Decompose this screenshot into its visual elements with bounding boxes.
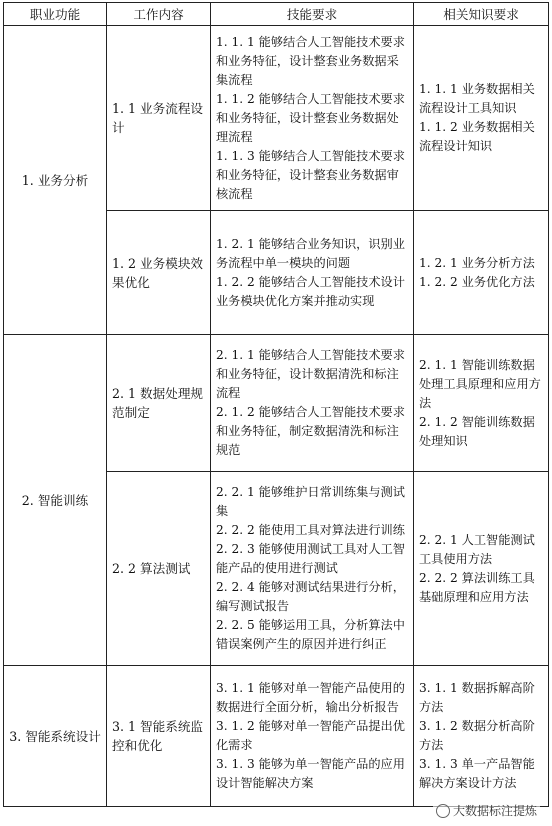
skill-item: 2. 2. 4 能够对测试结果进行分析，编写测试报告 xyxy=(216,580,405,613)
skill-cell xyxy=(211,472,414,666)
skill-item: 1. 2. 2 能够结合人工智能技术设计业务模块优化方案并推动实现 xyxy=(216,274,405,308)
work-content-cell: 1. 2 业务模块效果优化 xyxy=(107,211,211,335)
work-content-cell: 1. 1 业务流程设计 xyxy=(107,26,211,211)
knowledge-item: 2. 1. 1 智能训练数据处理工具原理和应用方法 xyxy=(419,357,541,410)
skills-table xyxy=(3,2,549,807)
knowledge-item: 1. 1. 2 业务数据相关流程设计知识 xyxy=(419,120,535,153)
knowledge-cell xyxy=(414,472,549,666)
skill-item: 1. 1. 1 能够结合人工智能技术要求和业务特征，设计整套业务数据采集流程 xyxy=(216,34,405,87)
knowledge-item: 1. 2. 2 业务优化方法 xyxy=(419,274,535,289)
table-row xyxy=(4,335,549,472)
knowledge-cell xyxy=(414,335,549,472)
skill-item: 2. 1. 2 能够结合人工智能技术要求和业务特征，制定数据清洗和标注规范 xyxy=(216,405,405,457)
skill-item: 2. 2. 2 能使用工具对算法进行训练 xyxy=(216,523,405,537)
knowledge-item: 2. 1. 2 智能训练数据处理知识 xyxy=(419,414,535,448)
skill-item: 2. 2. 5 能够运用工具，分析算法中错误案例产生的原因并进行纠正 xyxy=(216,618,405,651)
knowledge-cell xyxy=(414,211,549,335)
skill-item: 1. 2. 1 能够结合业务知识，识别业务流程中单一模块的问题 xyxy=(216,236,405,270)
watermark-text: 大数据标注提炼 xyxy=(452,804,537,818)
knowledge-item: 3. 1. 1 数据拆解高阶方法 xyxy=(419,681,535,714)
skill-item: 2. 2. 3 能够使用测试工具对人工智能产品的使用进行测试 xyxy=(216,542,405,575)
knowledge-cell xyxy=(414,26,549,211)
skill-cell xyxy=(211,666,414,807)
skill-item: 3. 1. 1 能够对单一智能产品使用的数据进行全面分析，输出分析报告 xyxy=(216,681,405,714)
header-skill-requirements: 技能要求 xyxy=(211,3,414,26)
function-cell: 1. 业务分析 xyxy=(4,26,107,335)
header-knowledge-requirements: 相关知识要求 xyxy=(414,3,549,26)
wechat-icon xyxy=(436,804,450,818)
knowledge-cell xyxy=(414,666,549,807)
skill-item: 2. 1. 1 能够结合人工智能技术要求和业务特征，设计数据清洗和标注流程 xyxy=(216,348,405,400)
header-function: 职业功能 xyxy=(4,3,107,26)
skill-cell xyxy=(211,335,414,472)
watermark xyxy=(433,801,540,820)
knowledge-item: 1. 1. 1 业务数据相关流程设计工具知识 xyxy=(419,82,535,115)
header-work-content: 工作内容 xyxy=(107,3,211,26)
function-cell: 3. 智能系统设计 xyxy=(4,666,107,807)
skill-item: 2. 2. 1 能够维护日常训练集与测试集 xyxy=(216,485,405,518)
knowledge-item: 1. 2. 1 业务分析方法 xyxy=(419,255,535,270)
work-content-cell: 2. 1 数据处理规范制定 xyxy=(107,335,211,472)
table-row xyxy=(4,666,549,807)
table-row xyxy=(4,26,549,211)
skill-item: 1. 1. 2 能够结合人工智能技术要求和业务特征，设计整套业务数据处理流程 xyxy=(216,91,405,144)
knowledge-item: 3. 1. 2 数据分析高阶方法 xyxy=(419,719,535,752)
skill-cell xyxy=(211,26,414,211)
work-content-cell: 3. 1 智能系统监控和优化 xyxy=(107,666,211,807)
knowledge-item: 2. 2. 2 算法训练工具基础原理和应用方法 xyxy=(419,570,535,604)
work-content-cell: 2. 2 算法测试 xyxy=(107,472,211,666)
header-row xyxy=(4,3,549,26)
knowledge-item: 2. 2. 1 人工智能测试工具使用方法 xyxy=(419,532,535,566)
function-cell: 2. 智能训练 xyxy=(4,335,107,666)
skill-cell xyxy=(211,211,414,335)
skill-item: 3. 1. 2 能够对单一智能产品提出优化需求 xyxy=(216,719,405,752)
skill-item: 3. 1. 3 能够为单一智能产品的应用设计智能解决方案 xyxy=(216,757,405,790)
skill-item: 1. 1. 3 能够结合人工智能技术要求和业务特征，设计整套业务数据审核流程 xyxy=(216,148,405,201)
knowledge-item: 3. 1. 3 单一产品智能解决方案设计方法 xyxy=(419,757,535,790)
